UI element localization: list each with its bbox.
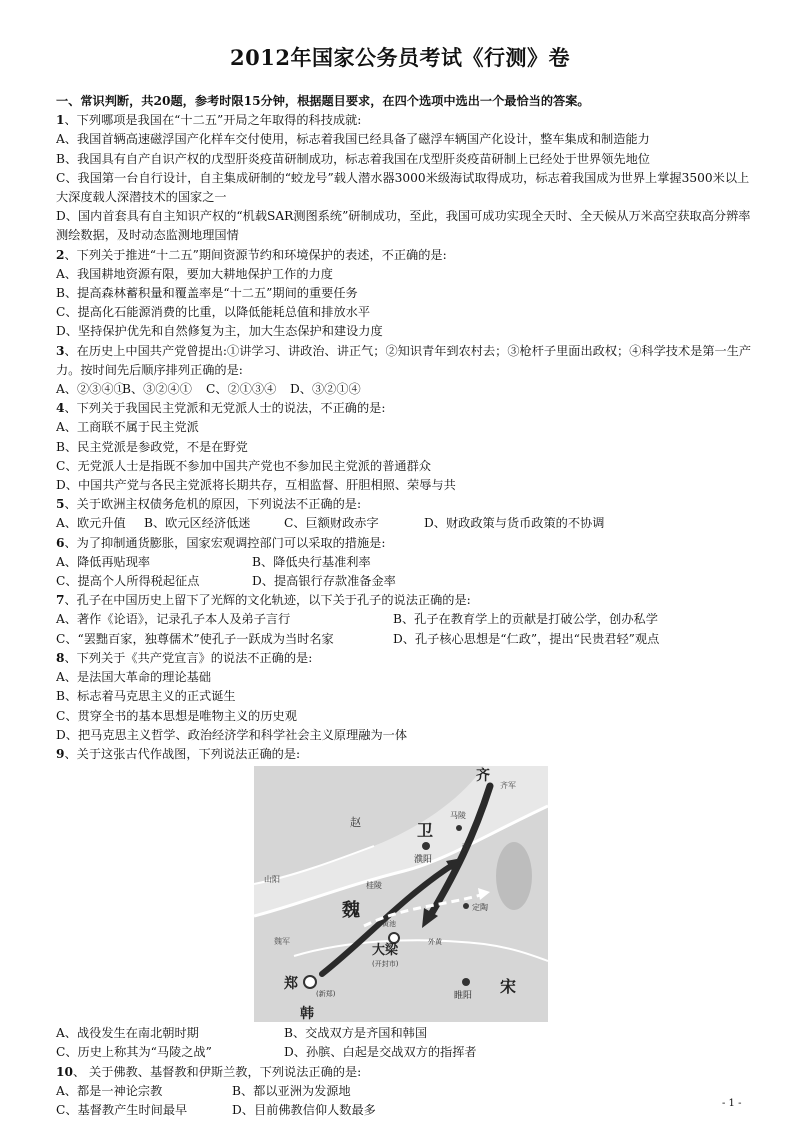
label-juan: 鄄 — [462, 843, 470, 853]
q10-option-d: D、目前佛教信仰人数最多 — [232, 1102, 376, 1117]
label-zhao: 赵 — [350, 816, 361, 830]
q10-options-row2 — [56, 1101, 756, 1120]
q10-option-c: C、基督教产生时间最早 — [56, 1102, 188, 1117]
document-body — [56, 92, 756, 1120]
label-suiyang: 睢阳 — [454, 991, 473, 1002]
label-qi: 齐 — [476, 768, 490, 785]
question-number: 4 — [56, 401, 65, 416]
dingtao-marker — [463, 903, 469, 909]
label-shanyang: 山阳 — [264, 875, 280, 885]
q4-option-d: D、中国共产党与各民主党派将长期共存，互相监督、肝胆相照、荣辱与共 — [56, 478, 456, 493]
label-waihuang: 外黄 — [428, 938, 442, 947]
question-1-stem — [56, 111, 756, 130]
battle-map-drawing — [254, 766, 548, 1022]
q9-option-b: B、交战双方是齐国和韩国 — [284, 1026, 428, 1041]
q10-options-row1 — [56, 1082, 756, 1101]
question-5-stem — [56, 495, 756, 514]
q8-option-b: B、标志着马克思主义的正式诞生 — [56, 689, 236, 704]
label-zheng: 郑 — [284, 976, 298, 993]
question-number: 1 — [56, 113, 65, 128]
section-heading: 一、常识判断，共20题，参考时限15分钟，根据题目要求，在四个选项中选出一个最恰当的答案。 — [56, 94, 590, 108]
q2-option-a: A、我国耕地资源有限，要加大耕地保护工作的力度 — [56, 266, 333, 281]
q1-option-d: D、国内首套具有自主知识产权的“机载SAR测图系统”研制成功，至此，我国可成功实现全天时、全天候从万米高空获取高分辨率测绘数据，及时动态监测地理国情 — [56, 209, 751, 243]
maling-marker — [456, 825, 462, 831]
q8-option-d: D、把马克思主义哲学、政治经济学和科学社会主义原理融为一体 — [56, 727, 408, 742]
page-number: - 1 - — [722, 1098, 742, 1109]
label-maling: 马陵 — [450, 811, 466, 821]
q6-option-b: B、降低央行基准利率 — [252, 554, 371, 569]
question-number: 8 — [56, 650, 65, 665]
question-4-stem — [56, 399, 756, 418]
label-song: 宋 — [500, 977, 517, 997]
question-10-stem — [56, 1063, 756, 1082]
question-text: 、下列关于推进“十二五”期间资源节约和环境保护的表述，不正确的是: — [64, 247, 447, 262]
q7-option-b: B、孔子在教育学上的贡献是打破公学，创办私学 — [393, 612, 658, 627]
q6-options-row2 — [56, 572, 756, 591]
q5-option-d: D、财政政策与货币政策的不协调 — [424, 516, 605, 531]
question-number: 9 — [56, 746, 65, 761]
question-number: 5 — [56, 497, 65, 512]
q5-option-b: B、欧元区经济低迷 — [144, 516, 251, 531]
label-wei: 魏 — [342, 900, 360, 922]
lake — [496, 842, 532, 910]
q10-option-a: A、都是一神论宗教 — [56, 1083, 163, 1098]
q6-options-row1 — [56, 553, 756, 572]
label-wei-army: 魏军 — [274, 937, 290, 947]
question-9-stem — [56, 745, 756, 764]
q9-options-row1 — [56, 1024, 756, 1043]
question-number: 3 — [56, 343, 65, 358]
q7-options-row2 — [56, 630, 756, 649]
label-dingtao: 定陶 — [472, 903, 488, 913]
question-text: 、在历史上中国共产党曾提出:①讲学习、讲政治、讲正气；②知识青年到农村去；③枪杆子里面出政权；④科学技术是第一生产力。按时间先后顺序排列正确的是: — [56, 343, 752, 377]
q7-options-row1 — [56, 610, 756, 629]
question-text: 、关于欧洲主权债务危机的原因，下列说法不正确的是: — [64, 497, 362, 512]
question-text: 、下列关于《共产党宣言》的说法不正确的是: — [64, 650, 313, 665]
question-6-stem — [56, 534, 756, 553]
label-xinzheng: (新郑) — [316, 990, 336, 999]
question-number: 7 — [56, 593, 65, 608]
question-text: 、 关于佛教、基督教和伊斯兰教，下列说法正确的是: — [72, 1064, 362, 1079]
page-title: 2012年国家公务员考试《行测》卷 — [230, 45, 570, 70]
q4-option-c: C、无党派人士是指既不参加中国共产党也不参加民主党派的普通群众 — [56, 458, 431, 473]
q2-option-d: D、坚持保护优先和自然修复为主，加大生态保护和建设力度 — [56, 324, 383, 339]
q7-option-d: D、孔子核心思想是“仁政”，提出“民贵君轻”观点 — [393, 631, 660, 646]
q1-option-a: A、我国首辆高速磁浮国产化样车交付使用，标志着我国已经具备了磁浮车辆国产化设计，整车集成和制造能力 — [56, 132, 650, 147]
question-text: 、关于这张古代作战图，下列说法正确的是: — [64, 746, 301, 761]
suiyang-marker — [462, 978, 470, 986]
q5-option-c: C、巨额财政赤字 — [284, 516, 379, 531]
q5-options — [56, 514, 756, 533]
label-daliang: 大梁 — [372, 943, 399, 959]
q4-option-b: B、民主党派是参政党，不是在野党 — [56, 439, 248, 454]
q8-option-c: C、贯穿全书的基本思想是唯物主义的历史观 — [56, 708, 297, 723]
label-qi-army: 齐军 — [500, 781, 516, 791]
q1-option-c: C、我国第一台自行设计，自主集成研制的“蛟龙号”载人潜水器3000米级海试取得成功，标志着我国成为世界上掌握3500米以上大深度载人深潜技术的国家之一 — [56, 170, 750, 205]
q8-option-a: A、是法国大革命的理论基础 — [56, 670, 212, 685]
q7-option-a: A、著作《论语》，记录孔子本人及弟子言行 — [56, 612, 291, 627]
question-2-stem — [56, 246, 756, 265]
q6-option-c: C、提高个人所得税起征点 — [56, 574, 200, 589]
puyang-marker — [422, 842, 430, 850]
q6-option-d: D、提高银行存款准备金率 — [252, 574, 396, 589]
q2-option-b: B、提高森林蓄积量和覆盖率是“十二五”期间的重要任务 — [56, 286, 358, 301]
q9-option-c: C、历史上称其为“马陵之战” — [56, 1045, 212, 1060]
question-text: 、孔子在中国历史上留下了光辉的文化轨迹，以下关于孔子的说法正确的是: — [64, 593, 471, 608]
label-puyang: 濮阳 — [414, 855, 433, 866]
question-text: 、下列关于我国民主党派和无党派人士的说法，不正确的是: — [64, 401, 386, 416]
q2-option-c: C、提高化石能源消费的比重，以降低能耗总值和排放水平 — [56, 305, 371, 320]
q3-option-a: A、②③④① — [56, 382, 126, 397]
q5-option-a: A、欧元升值 — [56, 516, 126, 531]
question-text: 、为了抑制通货膨胀，国家宏观调控部门可以采取的措施是: — [64, 535, 386, 550]
question-3-stem — [56, 342, 756, 380]
q4-option-a: A、工商联不属于民主党派 — [56, 420, 199, 435]
label-huangchi: 黄池 — [382, 920, 396, 929]
daliang-marker — [389, 933, 399, 943]
q9-option-d: D、孙膑、白起是交战双方的指挥者 — [284, 1045, 477, 1060]
q3-option-c: C、②①③④ — [206, 382, 277, 397]
q3-option-b: B、③②④① — [122, 382, 192, 397]
question-number: 10 — [56, 1064, 73, 1079]
q10-option-b: B、都以亚洲为发源地 — [232, 1083, 351, 1098]
label-kaifeng: (开封市) — [372, 960, 399, 969]
label-wei-state: 卫 — [417, 821, 434, 841]
question-text: 、下列哪项是我国在“十二五”开局之年取得的科技成就: — [64, 113, 362, 128]
label-han: 韩 — [300, 1006, 314, 1023]
zheng-marker — [304, 976, 316, 988]
q7-option-c: C、“罢黜百家，独尊儒术”使孔子一跃成为当时名家 — [56, 631, 334, 646]
q6-option-a: A、降低再贴现率 — [56, 554, 151, 569]
question-8-stem — [56, 649, 756, 668]
question-number: 6 — [56, 535, 65, 550]
q3-options — [56, 380, 756, 399]
battle-map — [254, 766, 548, 1022]
q9-options-row2 — [56, 1043, 756, 1062]
q9-option-a: A、战役发生在南北朝时期 — [56, 1026, 199, 1041]
question-number: 2 — [56, 247, 65, 262]
q1-option-b: B、我国具有自产自识产权的戊型肝炎疫苗研制成功，标志着我国在戊型肝炎疫苗研制上已经处于世界领先地位 — [56, 151, 650, 166]
question-7-stem — [56, 591, 756, 610]
q3-option-d: D、③②①④ — [290, 382, 361, 397]
label-guiling: 桂陵 — [366, 881, 382, 891]
